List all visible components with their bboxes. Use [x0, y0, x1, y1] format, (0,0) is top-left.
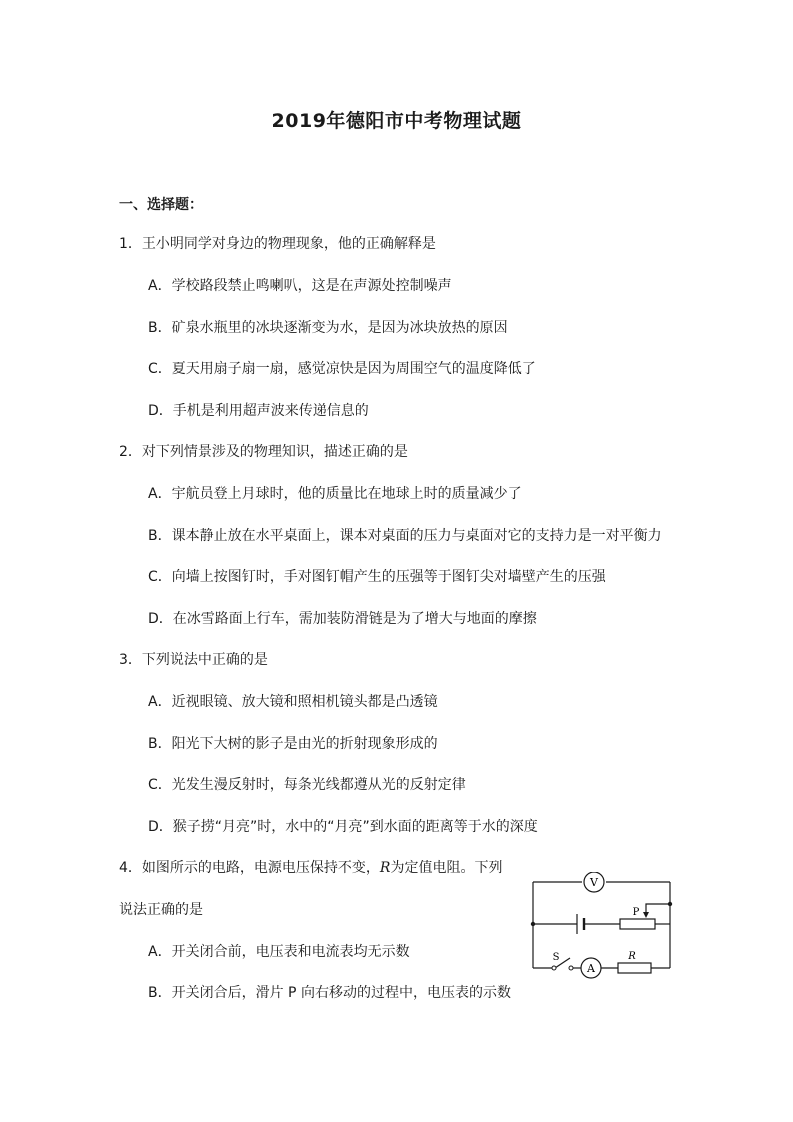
- resistor-body: [618, 963, 651, 973]
- switch-label: S: [552, 952, 560, 963]
- question-4-option-b: B．开关闭合后，滑片 P 向右移动的过程中，电压表的示数: [148, 985, 511, 1001]
- question-4-stem-continued: 说法正确的是: [119, 902, 203, 918]
- question-1-option-c: C．夏天用扇子扇一扇，感觉凉快是因为周围空气的温度降低了: [148, 361, 536, 377]
- question-2-stem: 2．对下列情景涉及的物理知识，描述正确的是: [119, 444, 408, 460]
- rheostat-slider-wire: [646, 904, 670, 916]
- junction-right: [668, 902, 672, 906]
- voltmeter-label: V: [590, 876, 598, 889]
- page-title: 2019年德阳市中考物理试题: [271, 110, 522, 132]
- question-1-option-b: B．矿泉水瓶里的冰块逐渐变为水，是因为冰块放热的原因: [148, 320, 508, 336]
- question-1-option-a: A．学校路段禁止鸣喇叭，这是在声源处控制噪声: [148, 278, 452, 294]
- switch-contact-left: [552, 966, 556, 970]
- question-4-stem-part2: 为定值电阻。下列: [390, 860, 503, 876]
- circuit-diagram: [520, 872, 680, 980]
- question-4-stem: [119, 858, 502, 878]
- question-2-option-b: B．课本静止放在水平桌面上，课本对桌面的压力与桌面对它的支持力是一对平衡力: [148, 528, 662, 544]
- question-3-option-c: C．光发生漫反射时，每条光线都遵从光的反射定律: [148, 777, 466, 793]
- section-heading: 一、选择题：: [119, 197, 203, 213]
- ammeter-label: A: [587, 962, 595, 975]
- question-1-stem: 1．王小明同学对身边的物理现象，他的正确解释是: [119, 236, 436, 252]
- question-4-stem-part1: 4．如图所示的电路，电源电压保持不变，: [119, 860, 380, 876]
- slider-label: P: [632, 907, 640, 918]
- slider-arrowhead: [643, 912, 649, 918]
- junction-left: [531, 922, 535, 926]
- question-3-option-a: A．近视眼镜、放大镜和照相机镜头都是凸透镜: [148, 694, 438, 710]
- question-2-option-c: C．向墙上按图钉时，手对图钉帽产生的压强等于图钉尖对墙壁产生的压强: [148, 569, 606, 585]
- rheostat-body: [620, 919, 655, 929]
- question-4-stem-variable: R: [379, 860, 391, 876]
- question-3-stem: 3．下列说法中正确的是: [119, 652, 268, 668]
- question-2-option-a: A．宇航员登上月球时，他的质量比在地球上时的质量减少了: [148, 486, 522, 502]
- question-4-option-a: A．开关闭合前，电压表和电流表均无示数: [148, 944, 410, 960]
- question-3-option-b: B．阳光下大树的影子是由光的折射现象形成的: [148, 736, 438, 752]
- resistor-label: R: [628, 951, 636, 962]
- question-2-option-d: D．在冰雪路面上行车，需加装防滑链是为了增大与地面的摩擦: [148, 611, 537, 627]
- question-1-option-d: D．手机是利用超声波来传递信息的: [148, 403, 369, 419]
- switch-contact-right: [569, 966, 573, 970]
- question-3-option-d: D．猴子捞“月亮”时，水中的“月亮”到水面的距离等于水的深度: [148, 819, 538, 835]
